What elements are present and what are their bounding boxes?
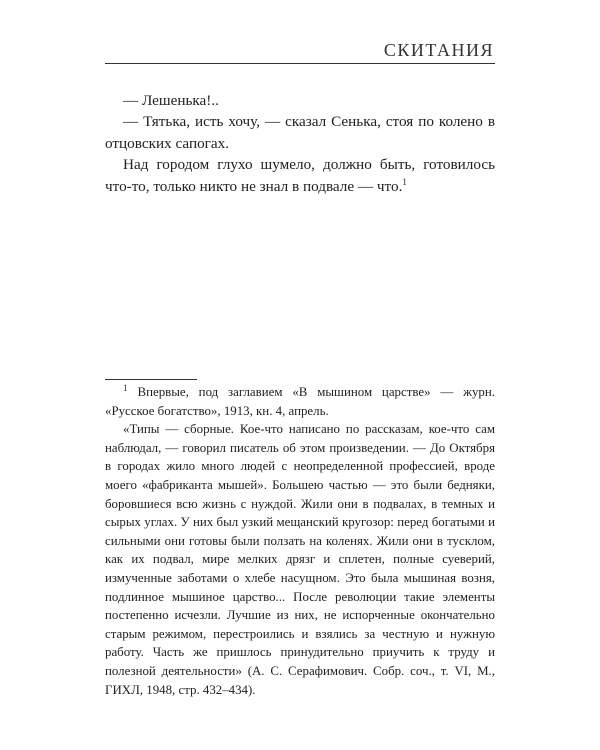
header-rule (105, 63, 495, 64)
paragraph-text: Над городом глухо шумело, должно быть, готовилось что-то, только никто не знал в подвале — что. (105, 156, 495, 195)
paragraph: — Тятька, исть хочу, — сказал Сенька, стоя по колено в отцовских сапогах. (105, 113, 495, 152)
footnote (105, 383, 495, 699)
footnote-rule (105, 379, 197, 380)
footnote-paragraph: «Типы — сборные. Кое-что написано по рассказам, кое-что сам наблюдал, — говорил писатель об этом произведении. — До Октября в городах жило много людей с неопределенной профессией, вроде моего «фабриканта мышей». Большею частью — это были бедняки, боровшиеся всю жизнь с нуждой. Жили они в подвалах, в темных и сырых углах. У них был узкий мещанский кругозор: перед богатыми и сильными они готовы были ползать на коленях. Жили они в тусклом, как их подвал, мире мелких дрязг и сплетен, полные суеверий, измученные заботами о хлебе насущном. Это была мышиная возня, подлинное мышиное царство... После революции такие элементы постепенно исчезли. Лучшие из них, не испорченные окончательно старым режимом, перестроились и взялись за честную и нужную работу. Часть же пришлось принудительно приучить к труду и полезной деятельности» (А. С. Серафимович. Собр. соч., т. VI, М., ГИХЛ, 1948, стр. 432–434). (105, 422, 495, 697)
paragraph: — Лешенька!.. (123, 92, 219, 109)
footnote-paragraph (105, 383, 495, 420)
paragraph (105, 154, 495, 197)
main-text (105, 90, 495, 197)
footnote-number: 1 (123, 382, 128, 393)
running-head: СКИТАНИЯ (383, 40, 494, 60)
footnote-marker: 1 (402, 176, 407, 187)
footnote-text: Впервые, под заглавием «В мышином царстве» — журн. «Русское богатство», 1913, кн. 4, апрель. (105, 385, 495, 418)
